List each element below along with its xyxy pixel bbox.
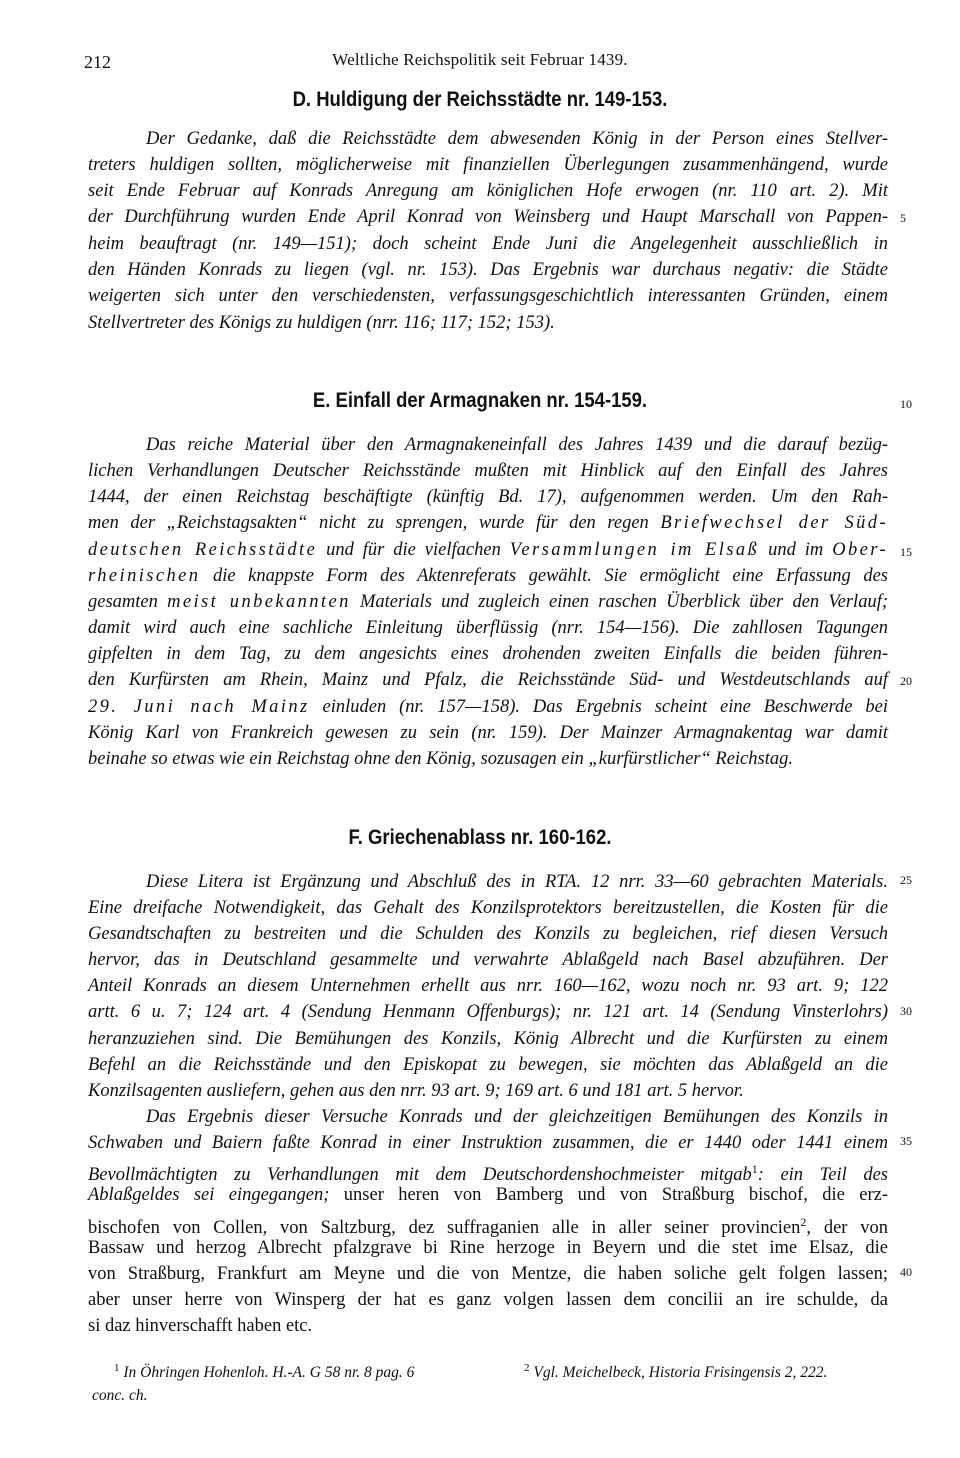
text-line: hervor, das in Deutschland gesammelte und verwahrte Ablaßgeld nach Basel abzuführen. Der bbox=[88, 950, 888, 970]
text-line: Bassaw und herzog Albrecht pfalzgrave bi Rine herzoge in Beyern und die stet ime Elsaz, die bbox=[88, 1238, 888, 1258]
text-line: Anteil Konrads an diesem Unternehmen erhellt aus nrr. 160—162, wozu noch nr. 93 art. 9; 122 bbox=[88, 976, 888, 996]
text-line: den Kurfürsten am Rhein, Mainz und Pfalz, die Reichsstände Süd- und Westdeutschlands auf bbox=[88, 670, 888, 690]
spaced-text: deutschen Reichsstädte bbox=[88, 540, 318, 560]
footnote-1 bbox=[114, 1362, 494, 1382]
text-line: Der Gedanke, daß die Reichsstädte dem abwesenden König in der Person eines Stellver- bbox=[146, 129, 888, 149]
text-line: si daz hinverschafft haben etc. bbox=[88, 1316, 313, 1336]
footnote-text: In Öhringen Hohenloh. H.-A. G 58 nr. 8 pag. 6 bbox=[123, 1364, 415, 1382]
section-title-e: E. Einfall der Armagnaken nr. 154-159. bbox=[312, 389, 648, 412]
text-line: seit Ende Februar auf Konrads Anregung am königlichen Hofe erwogen (nr. 110 art. 2). Mit bbox=[88, 181, 888, 201]
text-line: heranzuziehen sind. Die Bemühungen des Konzils, König Albrecht und die Kurfürsten zu einem bbox=[88, 1029, 888, 1049]
text-line: weigerten sich unter den verschiedensten, verfassungsgeschichtlich interessanten Gründen, einem bbox=[88, 286, 888, 306]
quote-text: , der von bbox=[806, 1218, 889, 1239]
margin-line-number: 15 bbox=[900, 545, 912, 559]
text-line: artt. 6 u. 7; 124 art. 4 (Sendung Henmann Offenburgs); nr. 121 art. 14 (Sendung Vinsterlohrs) bbox=[88, 1002, 888, 1022]
text-span: einluden (nr. 157—158). Das Ergebnis scheint eine Beschwerde bei bbox=[322, 697, 889, 717]
spaced-text: Versammlungen im Elsaß bbox=[509, 540, 760, 560]
footnote-1-continuation: conc. ch. bbox=[92, 1387, 148, 1404]
text-line bbox=[88, 1182, 888, 1208]
text-line: Befehl an die Reichsstände und den Episkopat zu bewegen, sie möchten das Ablaßgeld an die bbox=[88, 1055, 888, 1075]
quote-text: bischofen von Collen, von Saltzburg, dez suffraganien alle in aller seiner provincien bbox=[88, 1218, 801, 1239]
text-line: Das Ergebnis dieser Versuche Konrads und der gleichzeitigen Bemühungen des Konzils in bbox=[146, 1107, 888, 1127]
margin-line-number: 20 bbox=[900, 674, 912, 688]
margin-line-number: 40 bbox=[900, 1265, 912, 1279]
margin-line-number: 10 bbox=[900, 397, 912, 411]
text-line: Gesandtschaften zu bestreiten und die Schulden des Konzils zu begleichen, rief diesen Versuch bbox=[88, 924, 888, 944]
text-line: König Karl von Frankreich gewesen zu sein (nr. 159). Der Mainzer Armagnakentag war damit bbox=[88, 723, 888, 743]
text-line: gipfelten in dem Tag, zu dem angesichts eines drohenden zweiten Einfalls die beiden führen- bbox=[88, 644, 888, 664]
text-span: und im bbox=[768, 540, 824, 560]
margin-line-number: 25 bbox=[900, 873, 912, 887]
text-span: Bevollmächtigten zu Verhandlungen mit dem Deutschordenshochmeister mitgab bbox=[88, 1165, 752, 1186]
margin-line-number: 30 bbox=[900, 1004, 912, 1018]
text-line: aber unser herre von Winsperg der hat es ganz volgen lassen dem concilii an ire schulde, da bbox=[88, 1290, 888, 1310]
text-line: damit wird auch eine sachliche Einleitung überflüssig (nrr. 154—156). Die zahllosen Tagungen bbox=[88, 618, 888, 638]
text-line: 1444, der einen Reichstag beschäftigte (künftig Bd. 17), aufgenommen werden. Um den Rah- bbox=[88, 487, 888, 507]
text-line bbox=[88, 563, 888, 589]
spaced-text: Ober- bbox=[832, 540, 889, 560]
text-span: men der „Reichstagsakten“ nicht zu sprengen, wurde für den regen bbox=[88, 513, 649, 533]
text-line bbox=[88, 537, 888, 563]
page-number: 212 bbox=[84, 52, 111, 72]
text-span: Materials und zugleich einen raschen Überblick über den Verlauf; bbox=[359, 592, 888, 612]
text-span: gesamten bbox=[88, 592, 158, 612]
text-line: Eine dreifache Notwendigkeit, das Gehalt des Konzilsprotektors bereitzustellen, die Kosten für die bbox=[88, 898, 888, 918]
text-span: Ablaßgeldes sei eingegangen; bbox=[88, 1185, 330, 1205]
margin-line-number: 5 bbox=[900, 211, 906, 225]
text-line: lichen Verhandlungen Deutscher Reichsstände mußten mit Hinblick auf den Einfall des Jahres bbox=[88, 461, 888, 481]
quote-text: unser heren von Bamberg und von Straßburg bischof, die erz- bbox=[329, 1185, 888, 1205]
text-line: Das reiche Material über den Armagnakeneinfall des Jahres 1439 und die darauf bezüg- bbox=[146, 435, 888, 455]
running-head: Weltliche Reichspolitik seit Februar 1439. bbox=[332, 50, 628, 69]
footnote-mark: 1 bbox=[114, 1362, 120, 1374]
spaced-text: meist unbekannten bbox=[167, 592, 351, 612]
spaced-text: 29. Juni nach Mainz bbox=[88, 697, 310, 717]
text-line: heim beauftragt (nr. 149—151); doch scheint Ende Juni die Angelegenheit ausschließlich in bbox=[88, 234, 888, 254]
text-line: Schwaben und Baiern faßte Konrad in einer Instruktion zusammen, die er 1440 oder 1441 einem bbox=[88, 1133, 888, 1153]
footnote-mark: 2 bbox=[524, 1362, 530, 1374]
text-line bbox=[88, 694, 888, 720]
footnote-ref: 1 bbox=[751, 1162, 758, 1176]
section-title-d: D. Huldigung der Reichsstädte nr. 149-153. bbox=[292, 88, 668, 111]
text-span: und für die vielfachen bbox=[326, 540, 501, 560]
footnote-text: Vgl. Meichelbeck, Historia Frisingensis 2, 222. bbox=[533, 1364, 828, 1382]
text-line bbox=[88, 510, 888, 536]
footnote-2 bbox=[524, 1362, 894, 1382]
text-line: von Straßburg, Frankfurt am Meyne und die von Mentze, die haben soliche gelt folgen lassen; bbox=[88, 1264, 888, 1284]
text-line: Diese Litera ist Ergänzung und Abschluß des in RTA. 12 nrr. 33—60 gebrachten Materials. bbox=[146, 872, 888, 892]
text-line: der Durchführung wurden Ende April Konrad von Weinsberg und Haupt Marschall von Pappen- bbox=[88, 207, 888, 227]
spaced-text: rheinischen bbox=[88, 566, 201, 586]
text-line: beinahe so etwas wie ein Reichstag ohne den König, sozusagen ein „kurfürstlicher“ Reichstag. bbox=[88, 749, 793, 769]
text-line: den Händen Konrads zu liegen (vgl. nr. 153). Das Ergebnis war durchaus negativ: die Städte bbox=[88, 260, 888, 280]
text-line: treters huldigen sollten, möglicherweise mit finanziellen Überlegungen zusammenhängend, wurde bbox=[88, 155, 888, 175]
margin-line-number: 35 bbox=[900, 1134, 912, 1148]
text-span: die knappste Form des Aktenreferats gewählt. Sie ermöglicht eine Erfassung des bbox=[212, 566, 888, 586]
text-line: Stellvertreter des Königs zu huldigen (nrr. 116; 117; 152; 153). bbox=[88, 313, 555, 333]
text-line: Konzilsagenten ausliefern, gehen aus den nrr. 93 art. 9; 169 art. 6 und 181 art. 5 hervor. bbox=[88, 1081, 744, 1101]
text-span: : ein Teil des bbox=[757, 1165, 888, 1186]
text-line bbox=[88, 589, 888, 615]
footnote-ref: 2 bbox=[800, 1215, 807, 1229]
section-title-f: F. Griechenablass nr. 160-162. bbox=[348, 826, 612, 849]
spaced-text: Briefwechsel der Süd- bbox=[660, 513, 888, 533]
